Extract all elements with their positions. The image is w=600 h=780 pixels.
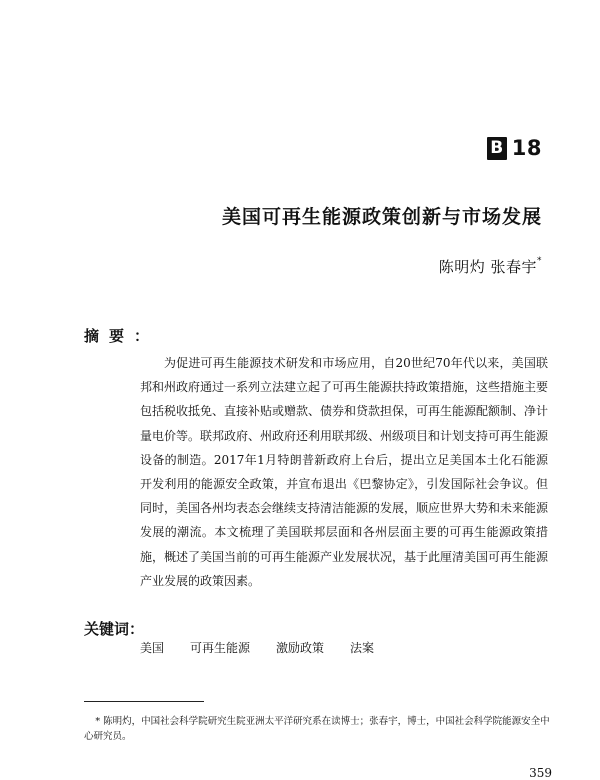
author-footnote-marker: * [537, 256, 542, 266]
author-names: 陈明灼 张春宇 [438, 258, 537, 276]
footnote: * 陈明灼，中国社会科学院研究生院亚洲太平洋研究系在读博士；张春宇，博士，中国社会科学院能源安全中心研究员。 [84, 716, 550, 742]
book-logo-icon: B [487, 137, 507, 160]
keyword: 激励政策 [276, 641, 325, 655]
page-title: 美国可再生能源政策创新与市场发展 [221, 206, 542, 228]
keywords-list [140, 639, 374, 656]
keywords-label: 关键词： [84, 620, 145, 638]
chapter-mark [487, 136, 542, 160]
keyword: 美国 [140, 641, 165, 655]
keyword: 法案 [350, 641, 375, 655]
authors [439, 256, 542, 277]
abstract-text: 为促进可再生能源技术研发和市场应用，自20世纪70年代以来，美国联邦和州政府通过一系列立法建立起了可再生能源扶持政策措施，这些措施主要包括税收抵免、直接补贴或赠款、债券和贷款担保，可再生能源配额制、净计量电价等。联邦政府、州政府还利用联邦级、州级项目和计划支持可再生能源设备的制造。2017年1月特朗普新政府上台后，提出立足美国本土化石能源开发利用的能源安全政策，并宣布退出《巴黎协定》，引发国际社会争议。但同时，美国各州均表态会继续支持清洁能源的发展，顺应世界大势和未来能源发展的潮流。本文梳理了美国联邦层面和各州层面主要的可再生能源政策措施，概述了美国当前的可再生能源产业发展状况，基于此厘清美国可再生能源产业发展的政策因素。 [140, 356, 549, 588]
page-number: 359 [529, 766, 552, 780]
keyword: 可再生能源 [190, 641, 251, 655]
chapter-number: 18 [511, 136, 542, 160]
abstract-label: 摘要： [84, 327, 160, 345]
footnote-divider [84, 701, 204, 702]
